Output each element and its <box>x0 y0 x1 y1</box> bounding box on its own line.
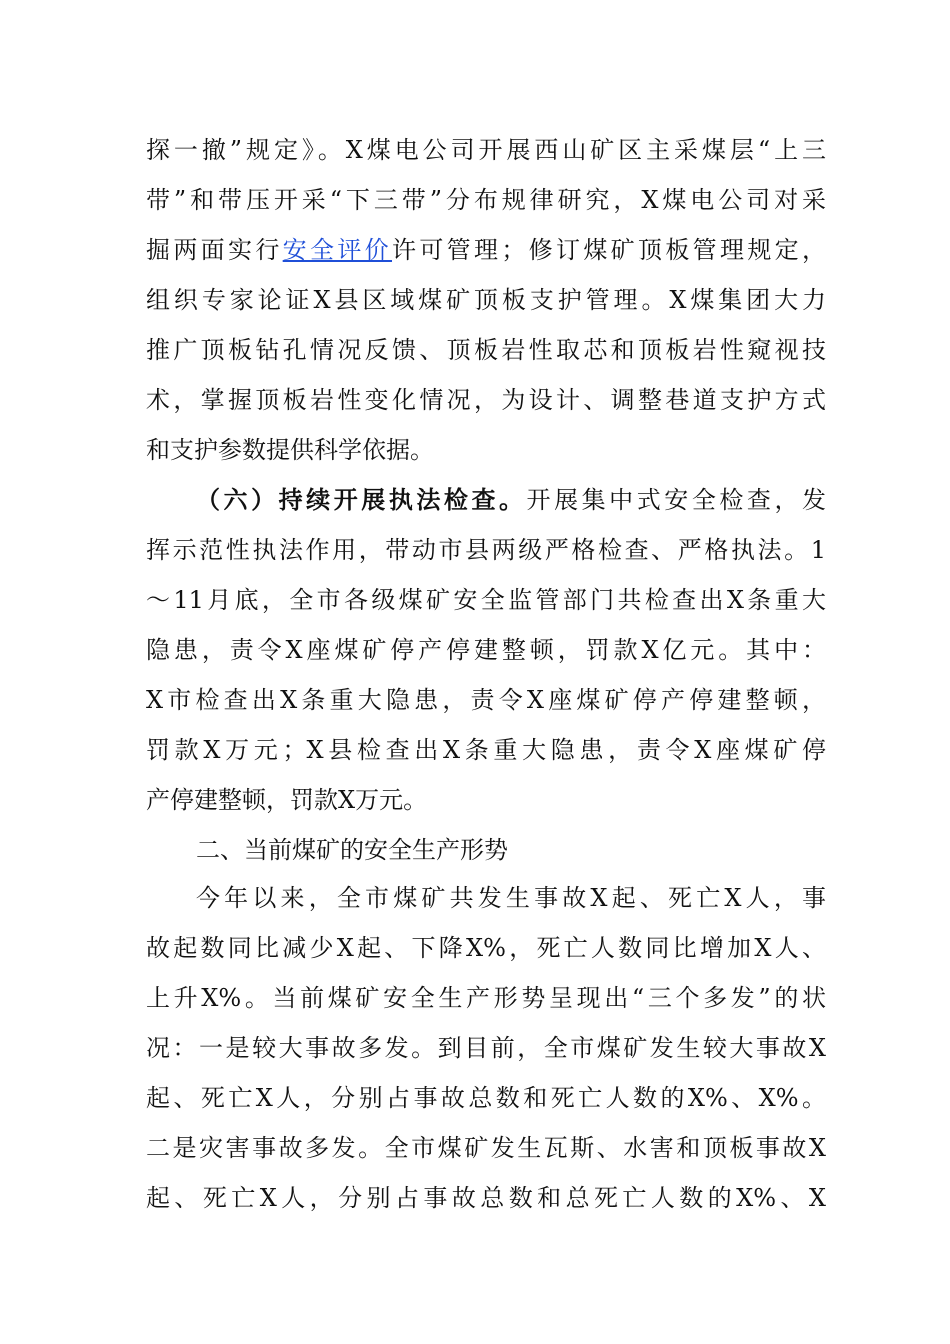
text-line: 带”和带压开采“下三带”分布规律研究，X煤电公司对采 <box>146 186 826 214</box>
text-line: 探一撤”规定》。X煤电公司开展西山矿区主采煤层“上三 <box>146 136 826 164</box>
text-line: 挥示范性执法作用，带动市县两级严格检查、严格执法。1 <box>146 536 826 564</box>
text-line: 术，掌握顶板岩性变化情况，为设计、调整巷道支护方式 <box>146 386 826 414</box>
text-line: 组织专家论证X县区域煤矿顶板支护管理。X煤集团大力 <box>146 286 826 314</box>
text-segment: 许可管理；修订煤矿顶板管理规定， <box>392 236 827 264</box>
text-line: X市检查出X条重大隐患，责令X座煤矿停产停建整顿， <box>146 686 826 714</box>
section-heading: 二、当前煤矿的安全生产形势 <box>196 836 508 864</box>
text-line: 上升X%。当前煤矿安全生产形势呈现出“三个多发”的状 <box>146 984 826 1012</box>
text-segment: 开展集中式安全检查，发 <box>526 486 827 514</box>
text-line: 产停建整顿，罚款X万元。 <box>146 786 428 814</box>
text-line: 罚款X万元；X县检查出X条重大隐患，责令X座煤矿停 <box>146 736 826 764</box>
subsection-title: （六）持续开展执法检查。 <box>196 485 527 514</box>
text-line <box>196 480 826 520</box>
text-line: 故起数同比减少X起、下降X%，死亡人数同比增加X人、 <box>146 934 826 962</box>
text-line: 起、死亡X人，分别占事故总数和死亡人数的X%、X%。 <box>146 1084 826 1112</box>
text-line <box>146 230 826 270</box>
text-line: 今年以来，全市煤矿共发生事故X起、死亡X人，事 <box>196 884 826 912</box>
text-line: ～11月底，全市各级煤矿安全监管部门共检查出X条重大 <box>146 586 826 614</box>
text-line: 起、死亡X人，分别占事故总数和总死亡人数的X%、X <box>146 1184 826 1212</box>
text-line: 况：一是较大事故多发。到目前，全市煤矿发生较大事故X <box>146 1034 826 1062</box>
safety-evaluation-link[interactable]: 安全评价 <box>282 236 393 264</box>
text-line: 隐患，责令X座煤矿停产停建整顿，罚款X亿元。其中： <box>146 636 826 664</box>
text-line: 二是灾害事故多发。全市煤矿发生瓦斯、水害和顶板事故X <box>146 1134 826 1162</box>
text-line: 推广顶板钻孔情况反馈、顶板岩性取芯和顶板岩性窥视技 <box>146 336 826 364</box>
text-line: 和支护参数提供科学依据。 <box>146 436 434 464</box>
text-segment: 掘两面实行 <box>146 236 283 264</box>
